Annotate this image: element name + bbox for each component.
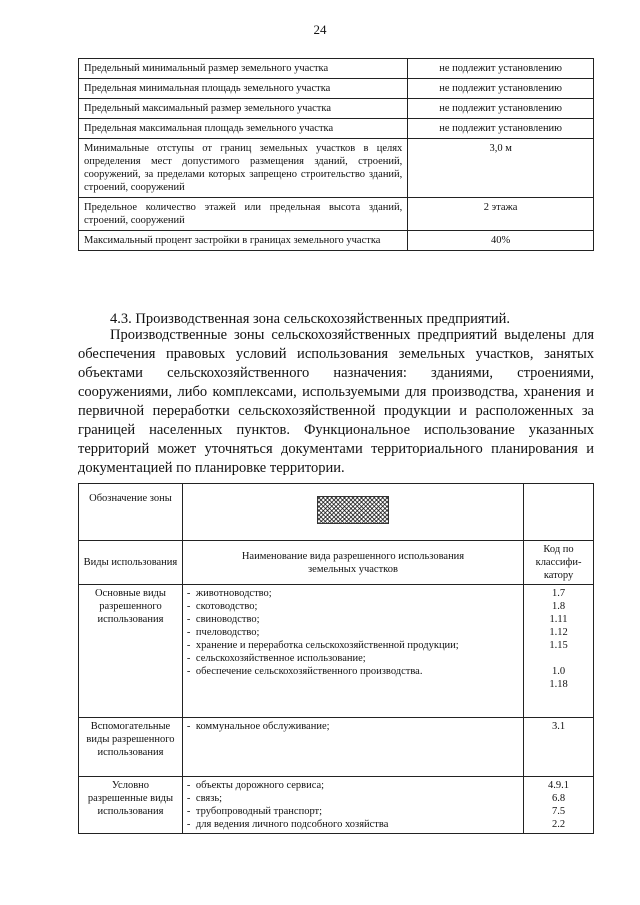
section-heading: 4.3. Производственная зона сельскохозяйственных предприятий. xyxy=(110,311,511,327)
list-item: - сельскохозяйственное использование; xyxy=(186,652,520,665)
section-paragraph: Производственные зоны сельскохозяйственных предприятий выделены для обеспечения правовых условий использования земельных участков, занятых объектами сельскохозяйственного назначения: зданиями, строениями, сооружениями, либо комплексами, используемыми для производства, хранения и первичной переработки сельскохозяйственной продукции и расположенных за границей населенных пунктов. Функциональное использование указанных территорий может уточняться документами территориального планирования и документацией по планировке территории. xyxy=(78,327,594,476)
group-title: Вспомогательные виды разрешенного использования xyxy=(79,718,183,777)
table-row xyxy=(79,119,594,139)
param-name: Предельный максимальный размер земельного участка xyxy=(79,99,408,119)
list-item: - коммунальное обслуживание; xyxy=(186,720,520,733)
table-row xyxy=(79,79,594,99)
table-row xyxy=(79,777,594,834)
zone-symbol-cell xyxy=(182,484,523,541)
code: 1.15 xyxy=(549,640,568,651)
table-row xyxy=(79,198,594,231)
param-value: не подлежит установлению xyxy=(408,59,594,79)
code: 1.18 xyxy=(549,679,568,690)
permitted-uses-table xyxy=(78,483,594,834)
list-item: - для ведения личного подсобного хозяйства xyxy=(186,818,520,831)
list-item: - свиноводство; xyxy=(186,613,520,626)
list-item: - скотоводство; xyxy=(186,600,520,613)
code: 1.7 xyxy=(551,588,566,599)
param-value: 40% xyxy=(408,231,594,251)
code: 4.9.1 xyxy=(548,780,570,791)
list-item: - трубопроводный транспорт; xyxy=(186,805,520,818)
code: 1.11 xyxy=(549,614,568,625)
param-name: Предельная максимальная площадь земельного участка xyxy=(79,119,408,139)
code: 6.8 xyxy=(551,793,566,804)
uses-label: Виды использования xyxy=(79,541,183,585)
param-name: Максимальный процент застройки в границах земельного участка xyxy=(79,231,408,251)
table-row xyxy=(79,231,594,251)
table-row xyxy=(79,718,594,777)
zone-label: Обозначение зоны xyxy=(79,484,183,541)
code-header: Код по классифи-катору xyxy=(524,541,594,585)
group-title: Основные виды разрешенного использования xyxy=(79,585,183,718)
code: 1.0 xyxy=(551,666,566,677)
table-row xyxy=(79,585,594,718)
list-item: - обеспечение сельскохозяйственного производства. xyxy=(186,665,520,678)
param-name: Предельный минимальный размер земельного участка xyxy=(79,59,408,79)
list-item: - пчеловодство; xyxy=(186,626,520,639)
group-items xyxy=(182,777,523,834)
param-name: Предельная минимальная площадь земельного участка xyxy=(79,79,408,99)
table-row xyxy=(79,139,594,198)
zone-hatch-symbol xyxy=(317,496,389,524)
param-name: Предельное количество этажей или предельная высота зданий, строений, сооружений xyxy=(79,198,408,231)
group-codes xyxy=(524,777,594,834)
group-title: Условно разрешенные виды использования xyxy=(79,777,183,834)
param-value: не подлежит установлению xyxy=(408,119,594,139)
code: 1.12 xyxy=(549,627,568,638)
list-item: - хранение и переработка сельскохозяйственной продукции; xyxy=(186,639,520,652)
code: 3.1 xyxy=(551,721,566,732)
group-items xyxy=(182,585,523,718)
table-row xyxy=(79,99,594,119)
code: 2.2 xyxy=(551,819,566,830)
list-item: - объекты дорожного сервиса; xyxy=(186,779,520,792)
param-value: 2 этажа xyxy=(408,198,594,231)
param-value: не подлежит установлению xyxy=(408,79,594,99)
code: 7.5 xyxy=(551,806,566,817)
param-value: не подлежит установлению xyxy=(408,99,594,119)
param-value: 3,0 м xyxy=(408,139,594,198)
table-row xyxy=(79,59,594,79)
zone-symbol-row xyxy=(79,484,594,541)
header-row xyxy=(79,541,594,585)
name-header: Наименование вида разрешенного использования земельных участков xyxy=(182,541,523,585)
group-codes xyxy=(524,585,594,718)
zone-parameters-table xyxy=(78,58,594,251)
list-item: - животноводство; xyxy=(186,587,520,600)
list-item: - связь; xyxy=(186,792,520,805)
code: 1.8 xyxy=(551,601,566,612)
page-number: 24 xyxy=(313,22,327,37)
group-items xyxy=(182,718,523,777)
param-name: Минимальные отступы от границ земельных участков в целях определения мест допустимого размещения зданий, строений, сооружений, за пределами которых запрещено строительство зданий, строений, сооружений xyxy=(79,139,408,198)
group-codes xyxy=(524,718,594,777)
